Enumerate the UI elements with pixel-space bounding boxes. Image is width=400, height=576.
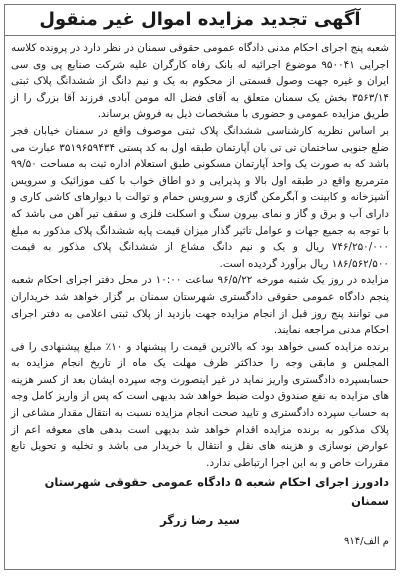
signature-name: سید رضا زرگر [160,513,240,528]
notice-frame [4,4,396,570]
notice-paragraph-auction-date: مزایده در روز یک شنبه مورخه ۹۶/۵/۲۲ ساعت ۱۰:۰۰ در محل دفتر اجرای احکام شعبه پنجم دادگاه عمومی حقوقی دادگستری شهرستان سمنان بر گزار خواهد شد خریداران می توانند پنج روز قبل از انجام مزایده جهت بازدید از پلاک ثبتی اعلامی به دفتر اجرای احکام مدنی مراجعه نمایند. [11,274,389,337]
notice-paragraph-intro: شعبه پنج اجرای احکام مدنی دادگاه عمومی حقوقی سمنان در نظر دارد در پرونده کلاسه اجرایی ۹۵۰۰۴۱ موضوع اجرائیه له بانک رفاه کارگران علیه شرکت صنایع پی وی سی ایران و غیره جهت وصول قسمتی از محکوم به یک و نیم دانگ از ششدانگ پلاک ثبتی ۳۵۶۳/۱۴ بخش یک سمنان متعلق به آقای فضل اله مومن آبادی فرزند آقا بزرگ را از طریق مزایده عمومی و حضوری با مشخصات ذیل به فروش برساند. [11,42,389,121]
signature-line: دادورز اجرای احکام شعبه ۵ دادگاه عمومی حقوقی شهرستان سمنان [44,475,389,509]
signature-block [5,473,395,530]
notice-paragraph-appraisal: بر اساس نظریه کارشناسی ششدانگ پلاک ثبتی موصوف واقع در سمنان خیابان فجر ضلع جنوبی ساختمان تی تی بان آپارتمان طبقه اول به کد پستی ۳۵۱۹۶۵۹۴۳۴ عبارت می باشد که به صورت یک واحد آپارتمان مسکونی طبق استعلام اداره ثبت به مساحت ۹۹/۵۰ مترمربع واقع در طبقه اول بالا و پذیرایی و دو اطاق خواب با کف موزائیک و سرویس آشپزخانه و کابینت و آبگرمکن گازی و سرویس حمام و توالت با دیوارهای کاشی کاری و دارای آب و برق و گاز و نمای بیرون سنگ و اسکلت فلزی و سقف تیر آهن می باشد که با توجه به جمیع جهات و عوامل تاثیر گذار میزان قیمت پایه ششدانگ پلاک مذکور به مبلغ ۷۴۶/۲۵۰/۰۰۰ ریال و یک و نیم دانگ مشاع از ششدانگ پلاک مذکور به قیمت ۱۸۶/۵۶۲/۵۰۰ ریال برآورد گردیده است. [11,124,389,270]
notice-paragraph-conditions: برنده مزایده کسی خواهد بود که بالاترین قیمت را پیشنهاد و ۱۰٪ مبلغ پیشنهادی را فی المجلس و مابقی وجه را حداکثر ظرف مهلت یک ماه از تاریخ انجام مزایده به حسابسپرده دادگستری واریز نماید در غیر اینصورت وجه سپرده ایشان بعد از کسر هزینه های مزایده به نفع صندوق دولت ضبط خواهد شد بدیهی است که پس از واریز کامل وجه به حساب سپرده دادگستری و تایید صحت انجام مزایده نسبت به انتقال مقدار مشاعی از پلاک مذکور به برنده مزایده اقدام خواهد شد بدیهی است بدهی های معوقه اعم از عوارض نوسازی و هزینه های نقل و انتقال با خریدار می باشد و تخلیه و تحویل تابع مقررات خاص و به این اجرا ارتباطی ندارد. [11,340,389,469]
reference-number: م الف/۹۱۴ [343,536,389,548]
notice-body [5,36,395,471]
notice-title: آگهی تجدید مزایده اموال غیر منقول [5,5,395,36]
